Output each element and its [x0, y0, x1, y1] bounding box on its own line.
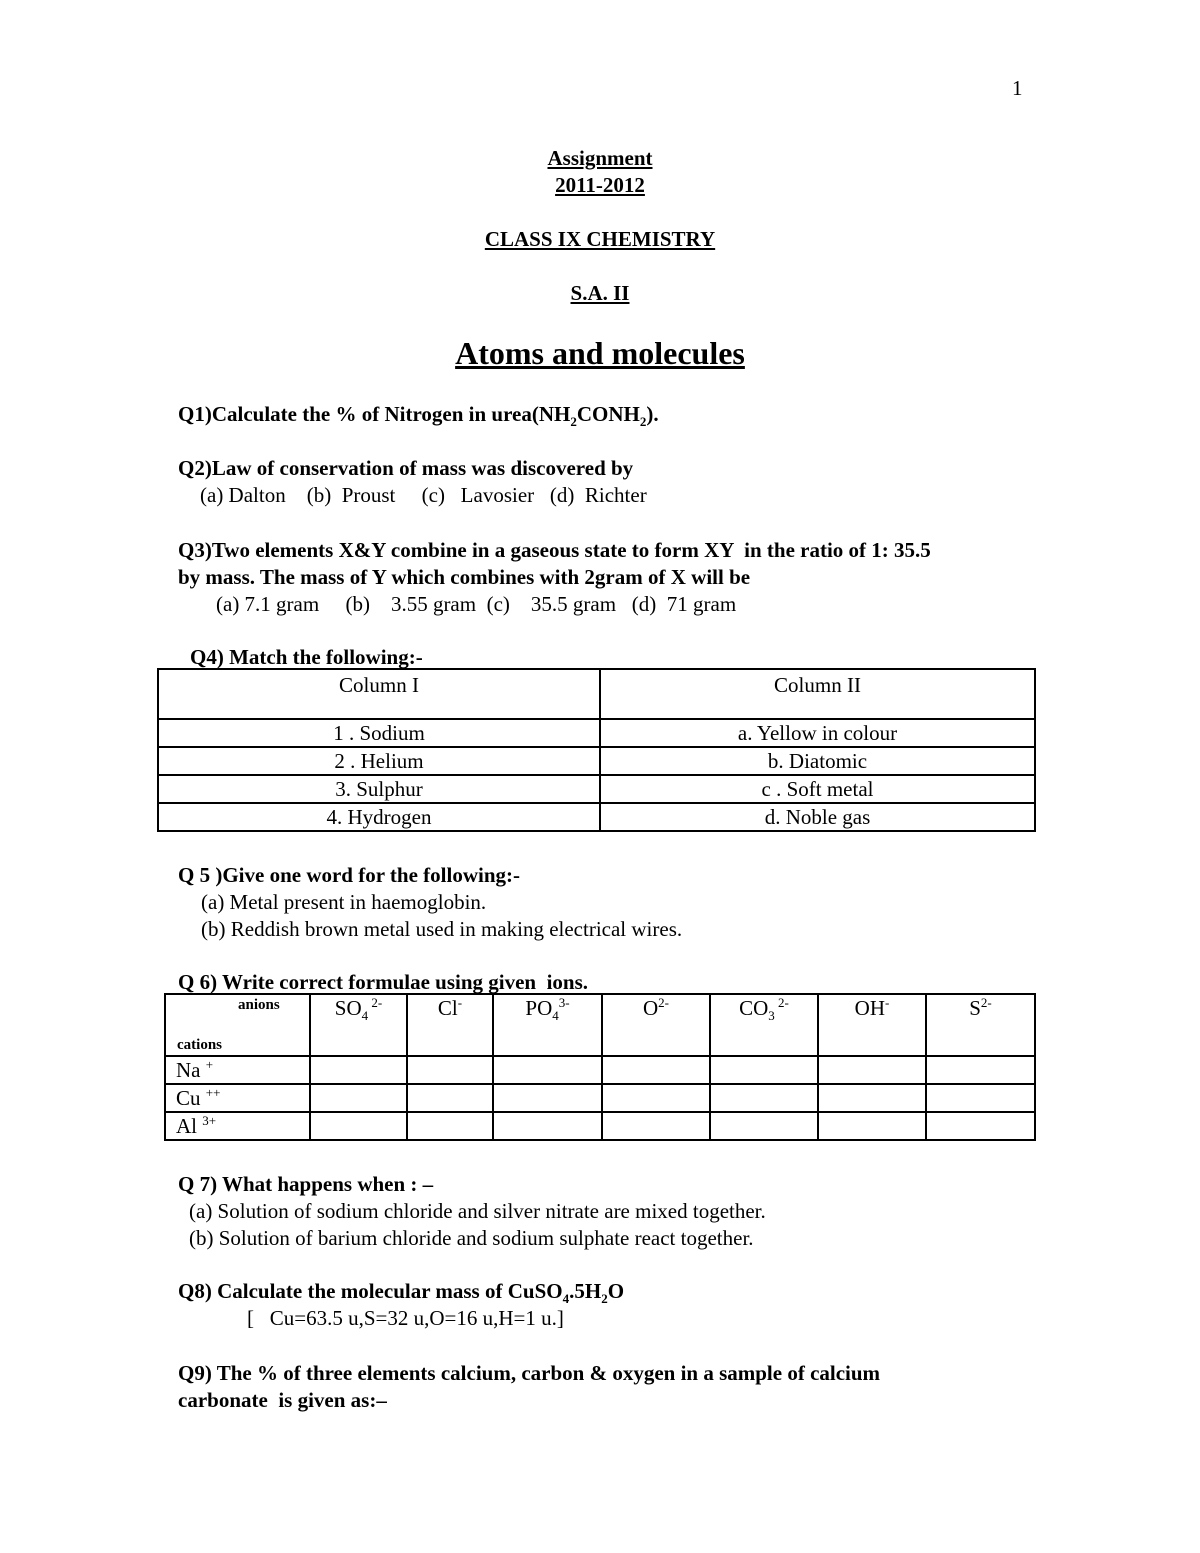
q1-end: ). — [646, 402, 659, 426]
formulae-header-row — [165, 994, 1035, 1056]
q1-sub2: 2 — [639, 414, 647, 430]
match-left: 1 . Sodium — [158, 719, 600, 747]
q7-question: Q 7) What happens when : – — [178, 1172, 434, 1196]
match-right: c . Soft metal — [600, 775, 1035, 803]
cations-label: cations — [177, 1037, 222, 1053]
table-row — [158, 747, 1035, 775]
q3-line2: by mass. The mass of Y which combines with 2gram of X will be — [178, 565, 751, 589]
q5-a: (a) Metal present in haemoglobin. — [201, 890, 487, 914]
q8-end: O — [607, 1279, 625, 1303]
anion-sub: 4 — [552, 1008, 559, 1024]
q6-question: Q 6) Write correct formulae using given ions. — [178, 970, 589, 994]
formula-cell — [407, 1112, 493, 1140]
anion-base: PO — [525, 996, 553, 1020]
formulae-table — [164, 993, 1036, 1141]
q1-mid: CONH — [576, 402, 640, 426]
class-title: CLASS IX CHEMISTRY — [484, 227, 716, 251]
anion-header — [407, 994, 493, 1056]
assignment-title: Assignment — [547, 146, 653, 170]
formula-cell — [602, 1056, 710, 1084]
cation-sup: ++ — [205, 1085, 221, 1100]
q8-given: [ Cu=63.5 u,S=32 u,O=16 u,H=1 u.] — [247, 1306, 564, 1330]
cation-label — [165, 1084, 310, 1112]
assignment-year: 2011-2012 — [555, 173, 645, 197]
q5-b: (b) Reddish brown metal used in making electrical wires. — [201, 917, 683, 941]
table-row — [165, 1084, 1035, 1112]
formula-cell — [602, 1112, 710, 1140]
formula-cell — [926, 1112, 1035, 1140]
match-right: b. Diatomic — [600, 747, 1035, 775]
table-row — [165, 1112, 1035, 1140]
formula-cell — [493, 1084, 602, 1112]
cation-base: Na — [176, 1058, 206, 1082]
cation-label — [165, 1112, 310, 1140]
q8-question — [178, 1279, 624, 1307]
formula-cell — [710, 1112, 818, 1140]
q3-options: (a) 7.1 gram (b) 3.55 gram (c) 35.5 gram (d) 71 gram — [216, 592, 737, 616]
match-right: d. Noble gas — [600, 803, 1035, 831]
q2-question: Q2)Law of conservation of mass was discovered by — [178, 456, 634, 480]
formula-cell — [818, 1056, 926, 1084]
q7-b: (b) Solution of barium chloride and sodium sulphate react together. — [189, 1226, 754, 1250]
formula-cell — [310, 1112, 407, 1140]
table-row — [158, 803, 1035, 831]
q7-a: (a) Solution of sodium chloride and silver nitrate are mixed together. — [189, 1199, 766, 1223]
formula-cell — [602, 1084, 710, 1112]
anion-base: OH — [854, 996, 885, 1020]
anion-base: Cl — [437, 996, 458, 1020]
anion-base: S — [969, 996, 981, 1020]
q9-line1: Q9) The % of three elements calcium, carbon & oxygen in a sample of calcium — [178, 1361, 881, 1385]
cation-base: Al — [176, 1114, 203, 1138]
anion-header — [818, 994, 926, 1056]
cation-sup: + — [205, 1057, 214, 1072]
match-left: 4. Hydrogen — [158, 803, 600, 831]
chapter-title: Atoms and molecules — [455, 335, 745, 371]
anion-base: CO — [739, 996, 769, 1020]
match-left: 3. Sulphur — [158, 775, 600, 803]
cation-label — [165, 1056, 310, 1084]
formula-cell — [710, 1056, 818, 1084]
formula-cell — [407, 1056, 493, 1084]
anion-base: SO — [334, 996, 362, 1020]
q5-question: Q 5 )Give one word for the following:- — [178, 863, 520, 887]
anion-header — [926, 994, 1035, 1056]
match-right: a. Yellow in colour — [600, 719, 1035, 747]
anion-sup: 3- — [558, 995, 570, 1010]
table-row — [158, 775, 1035, 803]
formula-cell — [310, 1084, 407, 1112]
anions-label: anions — [238, 997, 280, 1013]
formula-cell — [493, 1112, 602, 1140]
anion-header — [493, 994, 602, 1056]
q3-line1: Q3)Two elements X&Y combine in a gaseous state to form XY in the ratio of 1: 35.5 — [178, 538, 931, 562]
anion-sup: - — [885, 995, 890, 1010]
q1-text: Q1)Calculate the % of Nitrogen in urea(NH — [178, 402, 571, 426]
match-col2-header: Column II — [600, 669, 1035, 719]
formula-cell — [493, 1056, 602, 1084]
page-number: 1 — [1012, 76, 1023, 100]
anion-sub: 4 — [361, 1008, 369, 1024]
q8-sub1: 4 — [562, 1291, 570, 1307]
anion-sup: 2- — [774, 995, 789, 1010]
anion-sup: 2- — [980, 995, 992, 1010]
cation-sup: 3+ — [202, 1113, 217, 1128]
formula-cell — [818, 1084, 926, 1112]
q8-sub2: 2 — [601, 1291, 608, 1307]
anion-header — [602, 994, 710, 1056]
term-title: S.A. II — [570, 281, 630, 305]
q8-text: Q8) Calculate the molecular mass of CuSO — [178, 1279, 563, 1303]
anion-header — [310, 994, 407, 1056]
anion-sub: 3 — [768, 1008, 775, 1024]
formula-cell — [926, 1056, 1035, 1084]
q2-options: (a) Dalton (b) Proust (c) Lavosier (d) Richter — [200, 483, 647, 507]
formula-cell — [310, 1056, 407, 1084]
formula-cell — [710, 1084, 818, 1112]
anion-cation-header — [165, 994, 310, 1056]
match-col1-header: Column I — [158, 669, 600, 719]
match-table — [157, 668, 1036, 832]
anion-sup: 2- — [658, 995, 669, 1010]
anion-sup: - — [457, 995, 463, 1010]
q1-sub1: 2 — [570, 414, 577, 430]
anion-base: O — [642, 996, 659, 1020]
q8-mid: .5H — [569, 1279, 602, 1303]
anion-sup: 2- — [368, 995, 383, 1010]
formula-cell — [407, 1084, 493, 1112]
table-row — [158, 719, 1035, 747]
formula-cell — [818, 1112, 926, 1140]
match-left: 2 . Helium — [158, 747, 600, 775]
formula-cell — [926, 1084, 1035, 1112]
cation-base: Cu — [176, 1086, 206, 1110]
q9-line2: carbonate is given as:– — [178, 1388, 387, 1412]
q4-question: Q4) Match the following:- — [190, 645, 423, 669]
anion-header — [710, 994, 818, 1056]
q1-question — [178, 402, 659, 430]
match-table-header — [158, 669, 1035, 719]
table-row — [165, 1056, 1035, 1084]
